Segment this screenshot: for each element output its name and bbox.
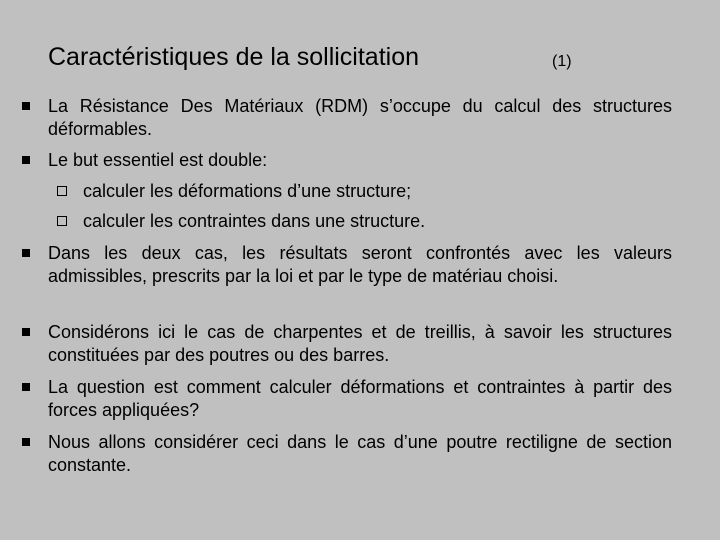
bullet-text: Dans les deux cas, les résultats seront confrontés avec les valeurs admissibles, prescrits par la loi et par le type de matériau choisi. [48, 243, 672, 286]
slide-title: Caractéristiques de la sollicitation [48, 43, 420, 71]
bullet-item [22, 149, 672, 172]
bullet-text: Le but essentiel est double: [48, 150, 268, 170]
bullet-item [22, 242, 672, 288]
square-bullet-icon [22, 383, 30, 391]
hollow-square-bullet-icon [57, 186, 67, 196]
square-bullet-icon [22, 102, 30, 110]
bullet-text: La question est comment calculer déformations et contraintes à partir des forces appliquées? [48, 377, 672, 420]
bullet-item [22, 431, 672, 477]
square-bullet-icon [22, 328, 30, 336]
sub-bullet-item [57, 180, 672, 203]
bullet-text: Considérons ici le cas de charpentes et de treillis, à savoir les structures constituées par des poutres ou des barres. [48, 322, 672, 365]
square-bullet-icon [22, 156, 30, 164]
bullet-item [22, 321, 672, 367]
square-bullet-icon [22, 438, 30, 446]
bullet-item [22, 376, 672, 422]
sub-bullet-text: calculer les contraintes dans une structure. [83, 211, 426, 231]
square-bullet-icon [22, 249, 30, 257]
bullet-item [22, 95, 672, 141]
slide-number: (1) [552, 53, 572, 70]
bullet-text: Nous allons considérer ceci dans le cas d’une poutre rectiligne de section constante. [48, 432, 672, 475]
sub-bullet-text: calculer les déformations d’une structure; [83, 181, 412, 201]
hollow-square-bullet-icon [57, 216, 67, 226]
sub-bullet-item [57, 210, 672, 233]
bullet-text: La Résistance Des Matériaux (RDM) s’occupe du calcul des structures déformables. [48, 96, 672, 139]
